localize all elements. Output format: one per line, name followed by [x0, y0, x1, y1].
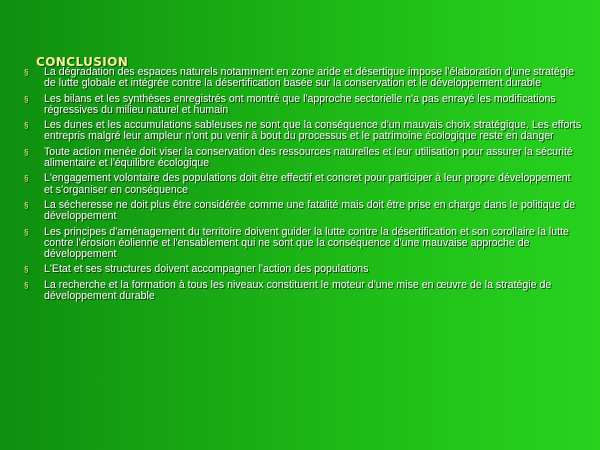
- slide-title: CONCLUSION: [36, 55, 129, 69]
- bullet-item: [22, 94, 582, 117]
- bullet-text: Les principes d'aménagement du territoire doivent guider la lutte contre la désertification et son corollaire la lutte contre l'érosion éolienne et l'ensablement qui ne sont que la conséquence d'une mauvaise approche de développement: [44, 225, 569, 261]
- bullet-text: La dégradation des espaces naturels notamment en zone aride et désertique impose l'élaboration d'une stratégie de lutte globale et intégrée contre la désertification basée sur la conservation et le développement durable: [44, 66, 574, 90]
- bullet-marker-icon: §: [24, 94, 29, 104]
- bullet-item: [22, 120, 582, 143]
- bullet-marker-icon: §: [24, 121, 29, 131]
- bullet-text: La sécheresse ne doit plus être considérée comme une fatalité mais doit être prise en charge dans le politique de développement: [44, 198, 576, 223]
- bullet-marker-icon: §: [24, 200, 29, 210]
- bullet-text: L'Etat et ses structures doivent accompagner l'action des populations: [44, 263, 369, 276]
- bullet-marker-icon: §: [24, 147, 29, 157]
- bullet-text: Les dunes et les accumulations sableuses ne sont que la conséquence d'un mauvais choix stratégique. Les efforts entrepris malgré leur ampleur n'ont pu venir à bout du processus et le patrimoine écologique reste en danger: [44, 119, 582, 143]
- bullet-text: Les bilans et les synthèses enregistrés ont montré que l'approche sectorielle n'a pas enrayé les modifications régressives du milieu naturel et humain: [44, 92, 556, 116]
- bullet-marker-icon: §: [24, 227, 29, 237]
- bullet-text: Toute action menée doit viser la conservation des ressources naturelles et leur utilisation pour assurer la sécurité alimentaire et l'équilibre écologique: [44, 145, 573, 170]
- bullet-marker-icon: §: [24, 265, 29, 275]
- bullet-marker-icon: §: [24, 68, 29, 77]
- bullet-text: La recherche et la formation à tous les niveaux constituent le moteur d'une mise en œuvre de la stratégie de développement durable: [44, 278, 552, 303]
- bullet-text: L'engagement volontaire des populations doit être effectif et concret pour participer à leur propre développement et s'organiser en conséquence: [44, 172, 571, 196]
- bullet-item: [22, 200, 582, 223]
- bullet-item: [22, 147, 582, 170]
- bullet-item: [22, 227, 582, 261]
- bullet-item: [22, 264, 582, 275]
- bullet-item: [22, 173, 582, 196]
- bullet-item: [22, 67, 582, 90]
- bullet-marker-icon: §: [24, 174, 29, 184]
- bullet-item: [22, 280, 582, 303]
- bullet-list: [22, 67, 582, 306]
- bullet-marker-icon: §: [24, 280, 29, 290]
